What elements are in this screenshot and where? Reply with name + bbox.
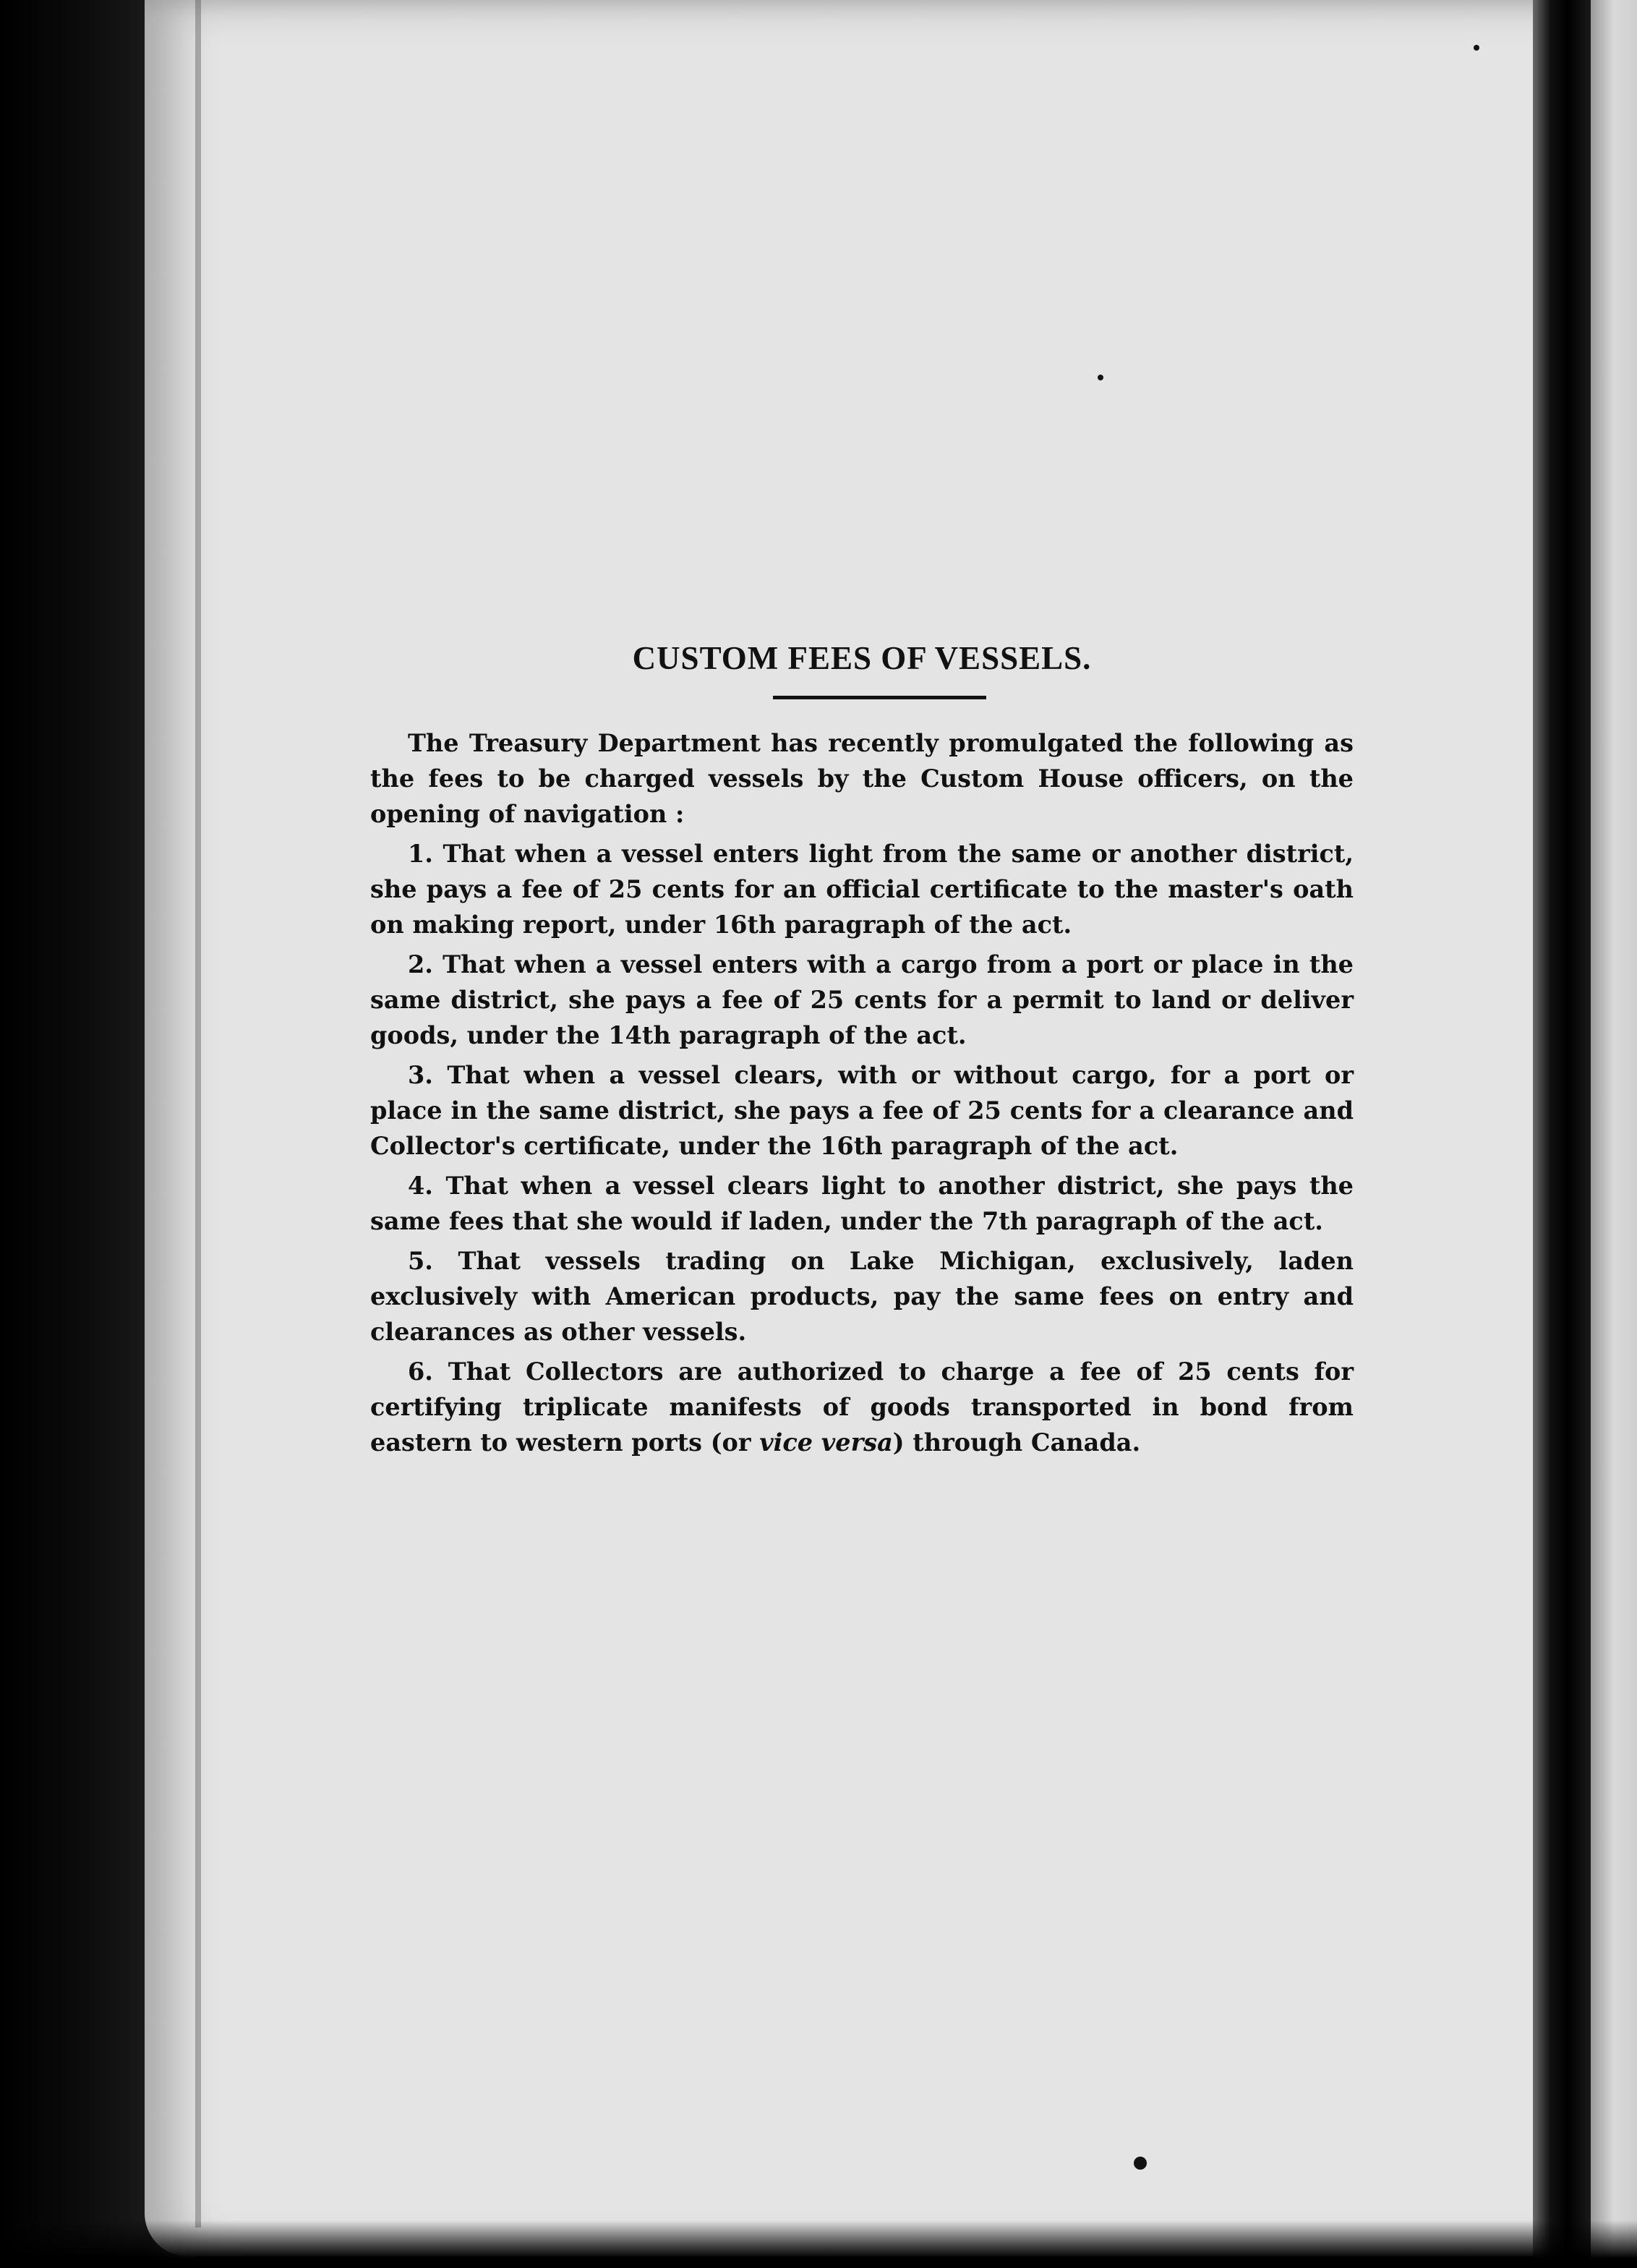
list-item: [370, 1057, 1354, 1164]
ink-speck: [1474, 45, 1479, 51]
item-number: 4.: [408, 1172, 433, 1200]
bottom-shadow: [0, 2220, 1637, 2268]
item-text: That when a vessel enters light from the same or another district, she pays a fee of 25 cents for an official certificate to the master's oath on making report, under 16th paragraph of the act.: [370, 840, 1354, 939]
article: [370, 636, 1354, 1465]
list-item: [370, 1354, 1354, 1460]
list-item: [370, 836, 1354, 942]
intro-paragraph: The Treasury Department has recently promulgated the following as the fees to be charged vessels by the Custom House officers, on the opening of navigation :: [370, 729, 1354, 828]
item-text: That vessels trading on Lake Michigan, exclusively, laden exclusively with American products, pay the same fees on entry and clearances as other vessels.: [370, 1247, 1354, 1346]
item-text: That when a vessel clears light to another district, she pays the same fees that she would if laden, under the 7th paragraph of the act.: [370, 1172, 1354, 1235]
title-rule: [773, 696, 986, 699]
item-number: 3.: [408, 1061, 433, 1089]
item-number: 5.: [408, 1247, 433, 1275]
item-number: 6.: [408, 1357, 433, 1386]
page-edge-line: [195, 0, 201, 2228]
ink-speck: [1098, 375, 1103, 380]
facing-page-edge: [1591, 0, 1637, 2268]
item-text-end: ) through Canada.: [892, 1428, 1141, 1457]
item-text: That Collectors are authorized to charge a fee of 25 cents for certifying triplicate manifests of goods transported in bond from eastern to western ports (or: [370, 1357, 1354, 1457]
list-item: [370, 1168, 1354, 1239]
item-text: That when a vessel clears, with or without cargo, for a port or place in the same district, she pays a fee of 25 cents for a clearance and Collector's certificate, under the 16th paragraph of the act.: [370, 1061, 1354, 1160]
item-number: 2.: [408, 950, 433, 979]
item-number: 1.: [408, 840, 433, 868]
ink-speck: [1134, 2157, 1147, 2170]
list-item: [370, 1243, 1354, 1350]
list-item: [370, 947, 1354, 1053]
item-italic-text: vice versa: [759, 1428, 893, 1457]
article-title: CUSTOM FEES OF VESSELS.: [632, 640, 1092, 676]
gutter-shadow: [1533, 0, 1591, 2268]
item-text: That when a vessel enters with a cargo from a port or place in the same district, she pays a fee of 25 cents for a permit to land or deliver goods, under the 14th paragraph of the act.: [370, 950, 1354, 1049]
